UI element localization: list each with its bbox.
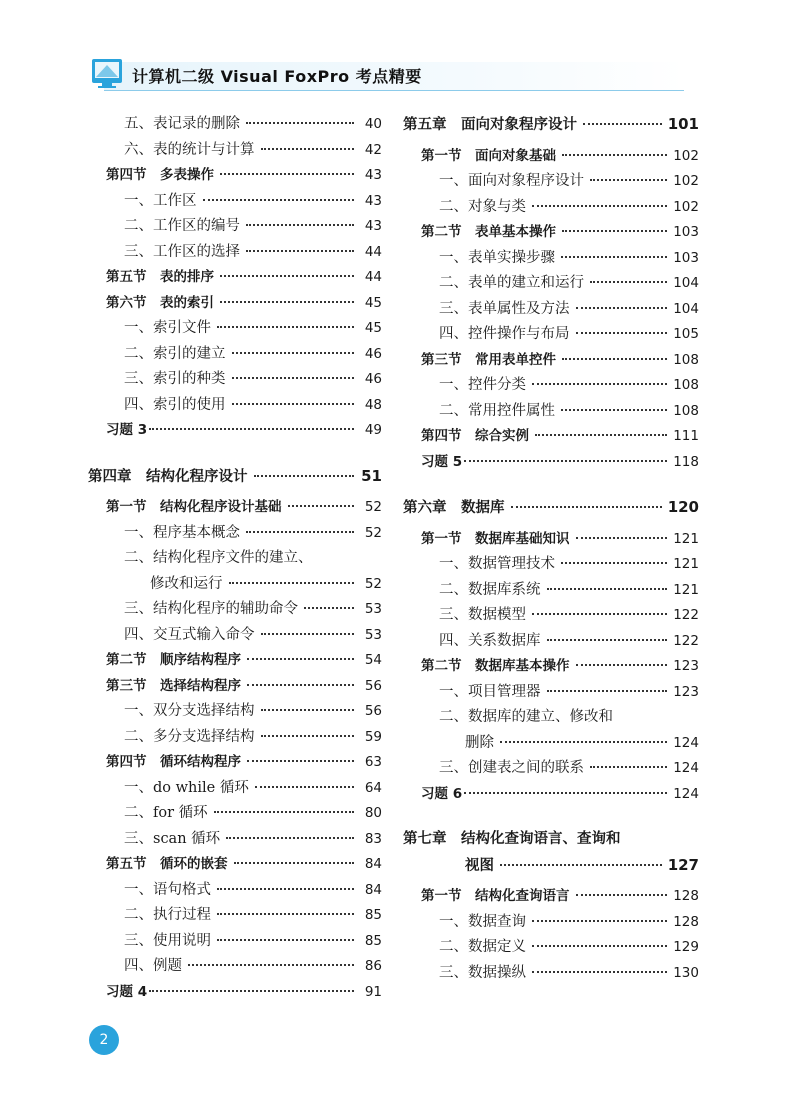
toc-section[interactable] (403, 424, 699, 450)
toc-subsection[interactable] (88, 903, 382, 929)
toc-entry-title: 一、工作区 (124, 192, 197, 209)
toc-page-number: 46 (364, 371, 382, 387)
toc-page-number: 84 (364, 856, 382, 872)
toc-page-number: 43 (364, 218, 382, 234)
toc-entry-title: 一、索引文件 (124, 320, 211, 336)
toc-entry-title: 第一节 面向对象基础 (421, 147, 556, 164)
toc-dot-leader (217, 888, 354, 890)
toc-dot-leader (149, 428, 354, 430)
toc-subsection[interactable] (88, 112, 382, 138)
toc-entry-title: 二、执行过程 (124, 907, 211, 923)
toc-subsection[interactable] (403, 756, 699, 782)
toc-section[interactable] (403, 884, 699, 910)
toc-entry-title: 一、数据查询 (439, 913, 526, 930)
toc-dot-leader (532, 613, 667, 615)
toc-subsection[interactable] (403, 629, 699, 655)
toc-section[interactable] (88, 750, 382, 776)
toc-page-number: 59 (364, 728, 382, 745)
toc-dot-leader (220, 173, 354, 175)
toc-subsection[interactable] (403, 399, 699, 425)
toc-right-column (403, 112, 699, 986)
page-number-badge (88, 1024, 120, 1056)
toc-chapter[interactable] (88, 464, 382, 490)
toc-page-number: 104 (673, 275, 699, 291)
toc-entry-title: 三、表单属性及方法 (439, 300, 570, 317)
toc-entry-title: 习题 3 (106, 422, 148, 438)
toc-page-number: 53 (364, 601, 382, 617)
toc-page-number: 63 (364, 754, 382, 770)
toc-page-number: 83 (364, 830, 382, 847)
toc-dot-leader (561, 562, 667, 564)
toc-entry-title: 二、常用控件属性 (439, 402, 555, 419)
toc-dot-leader (576, 894, 668, 896)
toc-entry-title: 习题 4 (106, 983, 148, 1000)
toc-dot-leader (246, 224, 354, 226)
toc-entry-title: 第五章 面向对象程序设计 (403, 117, 577, 133)
toc-exercise[interactable] (88, 418, 382, 444)
toc-subsection[interactable] (403, 603, 699, 629)
toc-page-number: 127 (667, 855, 699, 874)
toc-page-number: 120 (667, 498, 699, 516)
book-title: 计算机二级 Visual FoxPro 考点精要 (132, 67, 422, 86)
header-underline (104, 90, 684, 91)
toc-dot-leader (217, 326, 354, 328)
toc-spacer (403, 475, 699, 495)
toc-dot-leader (246, 250, 354, 252)
toc-section[interactable] (403, 654, 699, 680)
toc-page-number: 51 (361, 466, 382, 485)
toc-subsection[interactable] (88, 214, 382, 240)
toc-page-number: 45 (364, 294, 382, 311)
toc-page-number: 121 (673, 581, 699, 598)
page-number: 2 (99, 1032, 109, 1048)
toc-page-number: 54 (364, 652, 382, 668)
toc-page-number: 121 (673, 530, 699, 547)
toc-page-number: 85 (364, 932, 382, 949)
toc-entry-title: 四、控件操作与布局 (439, 326, 570, 342)
toc-dot-leader (247, 760, 354, 762)
toc-subsection[interactable] (403, 680, 699, 706)
toc-section[interactable] (88, 265, 382, 291)
toc-entry-title: 第一节 数据库基础知识 (421, 530, 570, 547)
toc-page-number: 49 (364, 422, 382, 438)
toc-subsection[interactable] (88, 393, 382, 419)
toc-entry-title: 三、使用说明 (124, 932, 211, 949)
toc-dot-leader (562, 230, 667, 232)
toc-section[interactable] (88, 495, 382, 521)
page-header (0, 0, 800, 100)
toc-page-number: 42 (364, 141, 382, 158)
toc-entry-title: 视图 (465, 857, 494, 874)
toc-entry-title: 第一节 结构化程序设计基础 (106, 499, 282, 515)
toc-spacer (403, 807, 699, 827)
toc-subsection[interactable] (403, 169, 699, 195)
toc-entry-title: 一、do while 循环 (124, 779, 249, 796)
toc-subsection[interactable] (403, 705, 699, 731)
toc-subsection[interactable] (88, 316, 382, 342)
toc-page-number: 56 (364, 677, 382, 694)
toc-entry-title: 二、索引的建立 (124, 345, 226, 362)
toc-page-number: 128 (673, 888, 699, 904)
toc-section[interactable] (88, 648, 382, 674)
toc-dot-leader (590, 766, 667, 768)
toc-subsection[interactable] (403, 322, 699, 348)
toc-subsection[interactable] (403, 195, 699, 221)
toc-dot-leader (562, 358, 667, 360)
toc-entry-title: 三、数据操纵 (439, 964, 526, 981)
toc-dot-leader (590, 179, 667, 181)
toc-page-number: 123 (673, 658, 699, 674)
toc-page-number: 40 (364, 116, 382, 132)
toc-entry-title: 四、例题 (124, 958, 182, 974)
toc-dot-leader (220, 301, 354, 303)
toc-left-column (88, 112, 382, 1005)
toc-subsection[interactable] (88, 623, 382, 649)
toc-dot-leader (226, 837, 354, 839)
toc-entry-title: 删除 (465, 734, 494, 751)
toc-subsection[interactable] (88, 699, 382, 725)
toc-dot-leader (590, 281, 667, 283)
toc-subsection[interactable] (403, 373, 699, 399)
toc-entry-title: 习题 6 (421, 785, 463, 802)
toc-subsection[interactable] (403, 578, 699, 604)
toc-page-number: 44 (364, 269, 382, 285)
toc-dot-leader (288, 505, 355, 507)
toc-dot-leader (576, 537, 668, 539)
toc-page-number: 118 (673, 453, 699, 470)
toc-page-number: 122 (673, 607, 699, 623)
toc-subsection[interactable] (88, 521, 382, 547)
toc-page-number: 64 (364, 779, 382, 796)
toc-entry-title: 一、数据管理技术 (439, 556, 555, 572)
toc-page-number: 43 (364, 167, 382, 183)
toc-page-number: 102 (673, 147, 699, 164)
toc-dot-leader (500, 864, 662, 866)
toc-entry-title: 二、表单的建立和运行 (439, 275, 584, 291)
toc-entry-title: 第四节 多表操作 (106, 167, 214, 183)
toc-subsection[interactable] (88, 546, 382, 572)
toc-entry-title: 二、结构化程序文件的建立、 (124, 550, 313, 566)
toc-entry-title: 一、双分支选择结构 (124, 703, 255, 719)
toc-chapter[interactable] (403, 495, 699, 521)
toc-page-number: 85 (364, 907, 382, 923)
toc-entry-title: 第二节 表单基本操作 (421, 224, 556, 240)
toc-page-number: 46 (364, 345, 382, 362)
toc-dot-leader (532, 920, 667, 922)
toc-section[interactable] (88, 291, 382, 317)
toc-page-number: 103 (673, 249, 699, 266)
toc-entry-title: 第二节 数据库基本操作 (421, 658, 570, 674)
toc-dot-leader (247, 658, 354, 660)
toc-page-number: 52 (364, 575, 382, 592)
toc-page-number: 104 (673, 300, 699, 317)
toc-entry-title: 第四章 结构化程序设计 (88, 468, 248, 485)
toc-entry-title: 二、对象与类 (439, 198, 526, 215)
toc-dot-leader (220, 275, 354, 277)
toc-chapter[interactable] (403, 112, 699, 138)
toc-dot-leader (255, 786, 354, 788)
toc-subsection[interactable] (88, 827, 382, 853)
toc-dot-leader (547, 588, 668, 590)
toc-subsection[interactable] (88, 342, 382, 368)
toc-entry-title: 第四节 综合实例 (421, 428, 529, 444)
toc-page-number: 105 (673, 326, 699, 342)
toc-dot-leader (261, 148, 355, 150)
toc-dot-leader (576, 664, 668, 666)
toc-subsection[interactable] (88, 954, 382, 980)
toc-entry-title: 第三节 选择结构程序 (106, 677, 241, 694)
toc-exercise[interactable] (403, 782, 699, 808)
toc-dot-leader (247, 684, 354, 686)
toc-subsection[interactable] (403, 552, 699, 578)
toc-entry-title: 一、面向对象程序设计 (439, 173, 584, 189)
toc-dot-leader (232, 377, 355, 379)
toc-page-number: 80 (364, 805, 382, 821)
toc-subsection[interactable] (88, 138, 382, 164)
toc-dot-leader (232, 403, 355, 405)
toc-section[interactable] (403, 527, 699, 553)
toc-page-number: 53 (364, 626, 382, 643)
toc-subsection[interactable] (403, 935, 699, 961)
toc-section[interactable] (403, 144, 699, 170)
toc-subsection[interactable] (88, 597, 382, 623)
toc-entry-title: 第五节 表的排序 (106, 269, 214, 285)
toc-entry-title: 一、表单实操步骤 (439, 249, 555, 266)
toc-subsection[interactable] (403, 961, 699, 987)
toc-chapter[interactable] (403, 827, 699, 853)
toc-entry-title: 二、多分支选择结构 (124, 728, 255, 745)
toc-subsection[interactable] (403, 910, 699, 936)
toc-page-number: 52 (364, 499, 382, 515)
toc-page-number: 121 (673, 556, 699, 572)
toc-section[interactable] (403, 348, 699, 374)
toc-page-number: 102 (673, 198, 699, 215)
toc-entry-title: 三、索引的种类 (124, 371, 226, 387)
toc-entry-title: 第三节 常用表单控件 (421, 351, 556, 368)
toc-dot-leader (261, 709, 355, 711)
toc-entry-title: 二、数据定义 (439, 939, 526, 955)
toc-page-number: 103 (673, 224, 699, 240)
toc-entry-title: 三、数据模型 (439, 607, 526, 623)
toc-dot-leader (547, 690, 668, 692)
toc-subsection[interactable] (88, 929, 382, 955)
toc-page-number: 108 (673, 402, 699, 419)
toc-entry-title: 五、表记录的删除 (124, 116, 240, 132)
toc-subsection[interactable] (403, 271, 699, 297)
toc-entry-title: 一、控件分类 (439, 377, 526, 393)
toc-subsection[interactable] (88, 776, 382, 802)
toc-page-number: 124 (673, 785, 699, 802)
toc-subsection[interactable] (88, 367, 382, 393)
toc-entry-title: 一、程序基本概念 (124, 524, 240, 541)
toc-page-number: 48 (364, 396, 382, 413)
toc-dot-leader (562, 154, 667, 156)
toc-entry-title: 三、结构化程序的辅助命令 (124, 601, 298, 617)
toc-dot-leader (500, 741, 667, 743)
toc-dot-leader (261, 735, 355, 737)
toc-entry-title: 第七章 结构化查询语言、查询和 (403, 831, 621, 847)
toc-dot-leader (532, 945, 667, 947)
toc-entry-title: 四、关系数据库 (439, 632, 541, 649)
toc-section[interactable] (88, 674, 382, 700)
toc-page-number: 108 (673, 351, 699, 368)
toc-page-number: 44 (364, 243, 382, 260)
toc-subsection[interactable] (88, 725, 382, 751)
toc-entry-title: 习题 5 (421, 453, 463, 470)
toc-entry-title: 三、工作区的选择 (124, 243, 240, 260)
toc-page-number: 56 (364, 703, 382, 719)
toc-entry-title: 六、表的统计与计算 (124, 141, 255, 158)
toc-subsection[interactable] (403, 246, 699, 272)
toc-page-number: 91 (364, 983, 382, 1000)
toc-dot-leader (214, 811, 354, 813)
toc-page-number: 124 (673, 760, 699, 776)
toc-page-number: 84 (364, 881, 382, 898)
toc-dot-leader (535, 434, 667, 436)
toc-spacer (88, 444, 382, 464)
toc-entry-title: 一、项目管理器 (439, 683, 541, 700)
toc-chapter-continued[interactable] (403, 853, 699, 879)
toc-dot-leader (464, 460, 667, 462)
toc-dot-leader (532, 205, 667, 207)
toc-entry-title: 三、scan 循环 (124, 830, 221, 847)
toc-entry-title: 四、索引的使用 (124, 396, 226, 413)
toc-entry-title: 二、for 循环 (124, 805, 208, 821)
toc-entry-title: 四、交互式输入命令 (124, 626, 255, 643)
toc-entry-title: 一、语句格式 (124, 881, 211, 898)
toc-page-number: 111 (673, 428, 699, 444)
toc-dot-leader (464, 792, 667, 794)
toc-dot-leader (254, 475, 355, 477)
toc-entry-title: 二、工作区的编号 (124, 218, 240, 234)
toc-entry-title: 修改和运行 (150, 575, 223, 592)
toc-entry-title: 第六章 数据库 (403, 500, 505, 516)
toc-page-number: 123 (673, 683, 699, 700)
toc-dot-leader (561, 256, 667, 258)
toc-entry-title: 二、数据库的建立、修改和 (439, 709, 613, 725)
toc-page-number: 124 (673, 734, 699, 751)
toc-section[interactable] (88, 163, 382, 189)
monitor-logo-icon (90, 56, 124, 90)
toc-dot-leader (532, 971, 667, 973)
toc-subsection[interactable] (88, 878, 382, 904)
toc-dot-leader (217, 939, 354, 941)
toc-entry-title: 第六节 表的索引 (106, 294, 214, 311)
toc-page-number: 101 (667, 115, 699, 133)
toc-subsection[interactable] (88, 240, 382, 266)
toc-entry-title: 第一节 结构化查询语言 (421, 888, 570, 904)
toc-dot-leader (246, 531, 354, 533)
toc-section[interactable] (88, 852, 382, 878)
toc-page-number: 45 (364, 320, 382, 336)
toc-dot-leader (547, 639, 668, 641)
toc-dot-leader (261, 633, 355, 635)
toc-subsection-continued[interactable] (403, 731, 699, 757)
toc-page-number: 102 (673, 173, 699, 189)
toc-page-number: 128 (673, 913, 699, 930)
toc-dot-leader (304, 607, 354, 609)
toc-exercise[interactable] (88, 980, 382, 1006)
toc-subsection[interactable] (403, 297, 699, 323)
toc-page-number: 43 (364, 192, 382, 209)
toc-page-number: 52 (364, 524, 382, 541)
toc-dot-leader (232, 352, 355, 354)
toc-dot-leader (203, 199, 355, 201)
toc-entry-title: 三、创建表之间的联系 (439, 760, 584, 776)
toc-dot-leader (583, 123, 662, 125)
toc-subsection-continued[interactable] (88, 572, 382, 598)
toc-entry-title: 二、数据库系统 (439, 581, 541, 598)
toc-dot-leader (532, 383, 667, 385)
toc-dot-leader (234, 862, 355, 864)
toc-dot-leader (188, 964, 354, 966)
toc-page-number: 108 (673, 377, 699, 393)
toc-dot-leader (246, 122, 354, 124)
toc-dot-leader (561, 409, 667, 411)
toc-dot-leader (576, 332, 668, 334)
toc-dot-leader (576, 307, 668, 309)
toc-dot-leader (149, 990, 354, 992)
toc-page-number: 86 (364, 958, 382, 974)
toc-dot-leader (511, 506, 662, 508)
toc-dot-leader (217, 913, 354, 915)
toc-subsection[interactable] (88, 801, 382, 827)
toc-entry-title: 第五节 循环的嵌套 (106, 856, 228, 872)
toc-dot-leader (229, 582, 355, 584)
toc-page-number: 130 (673, 964, 699, 981)
toc-subsection[interactable] (88, 189, 382, 215)
toc-exercise[interactable] (403, 450, 699, 476)
toc-entry-title: 第四节 循环结构程序 (106, 754, 241, 770)
toc-section[interactable] (403, 220, 699, 246)
toc-page-number: 129 (673, 939, 699, 955)
toc-page-number: 122 (673, 632, 699, 649)
toc-entry-title: 第二节 顺序结构程序 (106, 652, 241, 668)
